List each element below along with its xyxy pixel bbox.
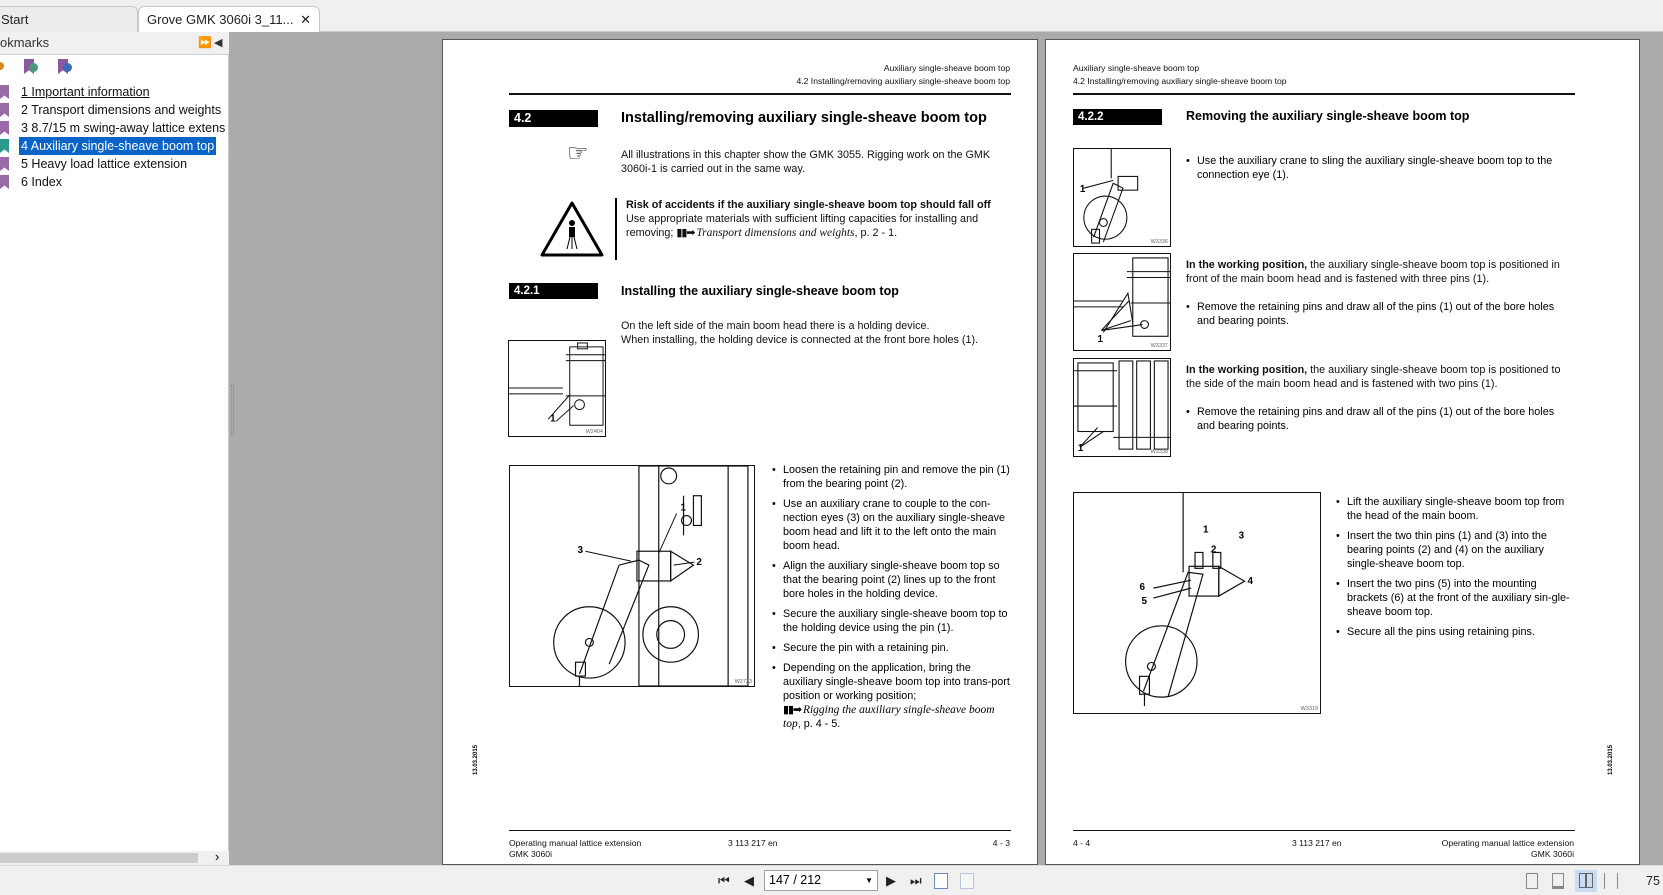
list-item: • Depending on the application, bring the auxiliary single-sheave boom top into trans-port position or working position; ▮▮➡ Rigging the auxiliary single-sheave boom top, p. 4 - 5.	[772, 661, 1012, 731]
tab-label: Start	[1, 12, 29, 27]
continuous-view-icon[interactable]	[1552, 873, 1564, 889]
list-item: • Remove the retaining pins and draw all of the pins (1) out of the bore holes and bearing points.	[1186, 300, 1571, 328]
cross-reference-link[interactable]: Rigging the auxiliary single-sheave boom top	[783, 704, 995, 730]
header-rule	[509, 93, 1011, 95]
list-item: • Loosen the retaining pin and remove the pin (1) from the bearing point (2).	[772, 463, 1012, 491]
bookmarks-panel	[0, 32, 229, 865]
illustration-sling	[1073, 148, 1171, 247]
figure-id: W3338	[1150, 449, 1168, 455]
warning-text: Use appropriate materials with sufficient lifting capacities for installing and removing;	[626, 213, 979, 239]
intro-text: On the left side of the main boom head there is a holding device. When installing, the holding device is connected at the front bore holes (1).	[621, 320, 979, 346]
list-item: • Align the auxiliary single-sheave boom top so that the bearing point (2) lines up to the front bore holes in the holding device.	[772, 559, 1012, 601]
collapse-panel-icon[interactable]: ◀	[214, 37, 223, 49]
add-bookmark-icon[interactable]	[24, 59, 38, 74]
bookmark-label: 1 Important information	[21, 85, 150, 99]
bottom-toolbar	[0, 865, 1663, 895]
pdf-page-right	[1045, 39, 1640, 865]
bookmark-icon	[0, 103, 9, 117]
cross-reference-link[interactable]: Transport dimensions and weights	[696, 227, 855, 239]
svg-text:3: 3	[1238, 530, 1245, 542]
footer-rule	[1073, 830, 1575, 831]
warning-title: Risk of accidents if the auxiliary single-sheave boom top should fall off	[626, 199, 991, 211]
section-title: Installing/removing auxiliary single-sheave boom top	[621, 110, 987, 126]
warning-bar	[615, 198, 617, 260]
list-item: • Insert the two thin pins (1) and (3) into the bearing points (2) and (4) on the auxiliary single-sheave boom top.	[1336, 529, 1571, 571]
svg-text:1: 1	[1097, 334, 1103, 346]
close-icon[interactable]: ✕	[300, 12, 311, 27]
page-number-input[interactable]: 147 / 212 ▼	[764, 870, 878, 891]
forward-view-icon[interactable]	[960, 873, 974, 889]
list-item: • Lift the auxiliary single-sheave boom top from the head of the main boom.	[1336, 495, 1571, 523]
go-to-bookmark-icon[interactable]	[58, 59, 72, 74]
scroll-right-icon[interactable]: ›	[215, 849, 220, 864]
svg-text:4: 4	[1247, 576, 1254, 588]
note-text: All illustrations in this chapter show the GMK 3055. Rigging work on the GMK 3060i-1 is carried out in the same way.	[621, 149, 991, 175]
back-view-icon[interactable]	[934, 873, 948, 889]
footer-page-number: 4 - 4	[1073, 838, 1091, 848]
zoom-level[interactable]: 75	[1646, 874, 1660, 888]
tab-bar	[0, 0, 1663, 32]
working-position-note-1: In the working position, the auxiliary single-sheave boom top is positioned in front of the main boom head and is fastened with three pins (1).	[1186, 259, 1560, 285]
list-item: • Use the auxiliary crane to sling the auxiliary single-sheave boom top to the connection eye (1).	[1186, 154, 1571, 182]
warning-block: Risk of accidents if the auxiliary single-sheave boom top should fall off Use appropriate materials with sufficient lifting capacities for installing and removing; ▮▮➡ Transport dimensions and weights, p. 2 - 1.	[626, 199, 991, 239]
panel-title: okmarks	[0, 35, 50, 50]
running-header: Auxiliary single-sheave boom top 4.2 Installing/removing auxiliary single-sheave boom top	[796, 63, 1010, 86]
revision-date: 13.03.2015	[473, 744, 479, 775]
tab-label: Grove GMK 3060i 3_11...	[147, 12, 294, 27]
svg-text:2: 2	[696, 557, 702, 569]
scrollbar-thumb[interactable]	[0, 853, 198, 863]
figure-label: 1	[550, 413, 556, 425]
tab-start[interactable]	[0, 6, 138, 32]
illustration-working-position-side	[1073, 358, 1171, 457]
svg-text:5: 5	[1141, 595, 1148, 607]
single-page-view-icon[interactable]	[1526, 873, 1538, 889]
footer-doc-number: 3 113 217 en	[1292, 838, 1342, 848]
list-item: • Remove the retaining pins and draw all of the pins (1) out of the bore holes and bearing points.	[1186, 405, 1571, 433]
figure-id: W2404	[585, 429, 603, 435]
footer-page-number: 4 - 3	[992, 838, 1010, 848]
section-number: 4.2	[509, 110, 598, 127]
pointing-hand-icon: ☞	[567, 140, 589, 167]
last-page-icon[interactable]: ⏭	[910, 873, 922, 888]
svg-text:6: 6	[1139, 582, 1146, 594]
bookmark-label: 4 Auxiliary single-sheave boom top	[21, 139, 215, 153]
splitter-handle[interactable]	[231, 385, 234, 435]
illustration-holding-device	[508, 340, 606, 437]
bookmark-label: 6 Index	[21, 175, 63, 189]
tab-document[interactable]	[138, 6, 320, 32]
list-item: • Secure the auxiliary single-sheave boom top to the holding device using the pin (1).	[772, 607, 1012, 635]
illustration-working-position-front	[1073, 253, 1171, 351]
footer-doc-number: 3 113 217 en	[728, 838, 778, 848]
warning-triangle-icon	[539, 199, 605, 259]
installation-steps	[772, 463, 1012, 737]
figure-id: W3337	[1150, 343, 1168, 349]
working-position-note-2: In the working position, the auxiliary single-sheave boom top is positioned to the side of the main boom head and is fastened with two pins (1).	[1186, 364, 1561, 390]
chevron-down-icon[interactable]: ▼	[865, 876, 873, 885]
bookmark-icon	[0, 139, 9, 153]
running-header: Auxiliary single-sheave boom top 4.2 Installing/removing auxiliary single-sheave boom top	[1073, 63, 1287, 86]
list-item: • Secure the pin with a retaining pin.	[772, 641, 1012, 655]
continuous-facing-view-icon[interactable]	[1604, 873, 1618, 889]
bookmark-icon	[0, 85, 9, 99]
svg-text:1: 1	[680, 502, 687, 514]
removal-step-3	[1186, 405, 1571, 439]
subsection-number: 4.2.2	[1073, 109, 1162, 125]
header-rule	[1073, 93, 1575, 95]
svg-text:1: 1	[1077, 443, 1084, 455]
removal-step-1	[1186, 154, 1571, 188]
bookmark-icon	[0, 121, 9, 135]
bookmark-label: 2 Transport dimensions and weights	[21, 103, 222, 117]
svg-text:1: 1	[1202, 524, 1209, 536]
next-page-icon[interactable]: ▶	[886, 873, 896, 888]
footer-rule	[509, 830, 1011, 831]
expand-all-icon[interactable]: ⏩	[198, 37, 212, 49]
subsection-number: 4.2.1	[509, 283, 598, 299]
figure-id: W2723	[734, 679, 752, 685]
pdf-page-left	[442, 39, 1038, 865]
bookmark-status-icon	[0, 62, 4, 70]
list-item: • Secure all the pins using retaining pins.	[1336, 625, 1571, 639]
transport-steps	[1336, 495, 1571, 645]
footer-title: Operating manual lattice extension GMK 3060i	[509, 838, 642, 859]
list-item: • Use an auxiliary crane to couple to the con-nection eyes (3) on the auxiliary single-sheave boom head and lift it to the left onto the main boom head.	[772, 497, 1012, 553]
bookmarks-header	[0, 32, 229, 55]
bookmark-label: 5 Heavy load lattice extension	[21, 157, 188, 171]
previous-page-icon[interactable]: ◀	[744, 873, 754, 888]
figure-id: W3319	[1300, 706, 1318, 712]
illustration-installing	[509, 465, 755, 687]
revision-date: 13.03.2015	[1608, 744, 1614, 775]
figure-id: W3336	[1150, 239, 1168, 245]
svg-text:1: 1	[1079, 184, 1086, 196]
list-item: • Insert the two pins (5) into the mounting brackets (6) at the front of the auxiliary sin-gle-sheave boom top.	[1336, 577, 1571, 619]
removal-step-2	[1186, 300, 1571, 334]
first-page-icon[interactable]: ⏮	[718, 873, 730, 888]
footer-title: Operating manual lattice extension GMK 3060i	[1441, 838, 1574, 859]
svg-text:3: 3	[577, 545, 584, 557]
bookmark-label: 3 8.7/15 m swing-away lattice extens	[21, 121, 226, 135]
horizontal-scrollbar[interactable]	[0, 851, 229, 865]
facing-view-icon[interactable]	[1575, 870, 1597, 892]
subsection-title: Removing the auxiliary single-sheave boom top	[1186, 109, 1470, 123]
bookmark-icon	[0, 175, 9, 189]
subsection-title: Installing the auxiliary single-sheave boom top	[621, 284, 899, 298]
bookmark-icon	[0, 157, 9, 171]
svg-text:2: 2	[1210, 544, 1217, 556]
illustration-transport-pins	[1073, 492, 1321, 714]
